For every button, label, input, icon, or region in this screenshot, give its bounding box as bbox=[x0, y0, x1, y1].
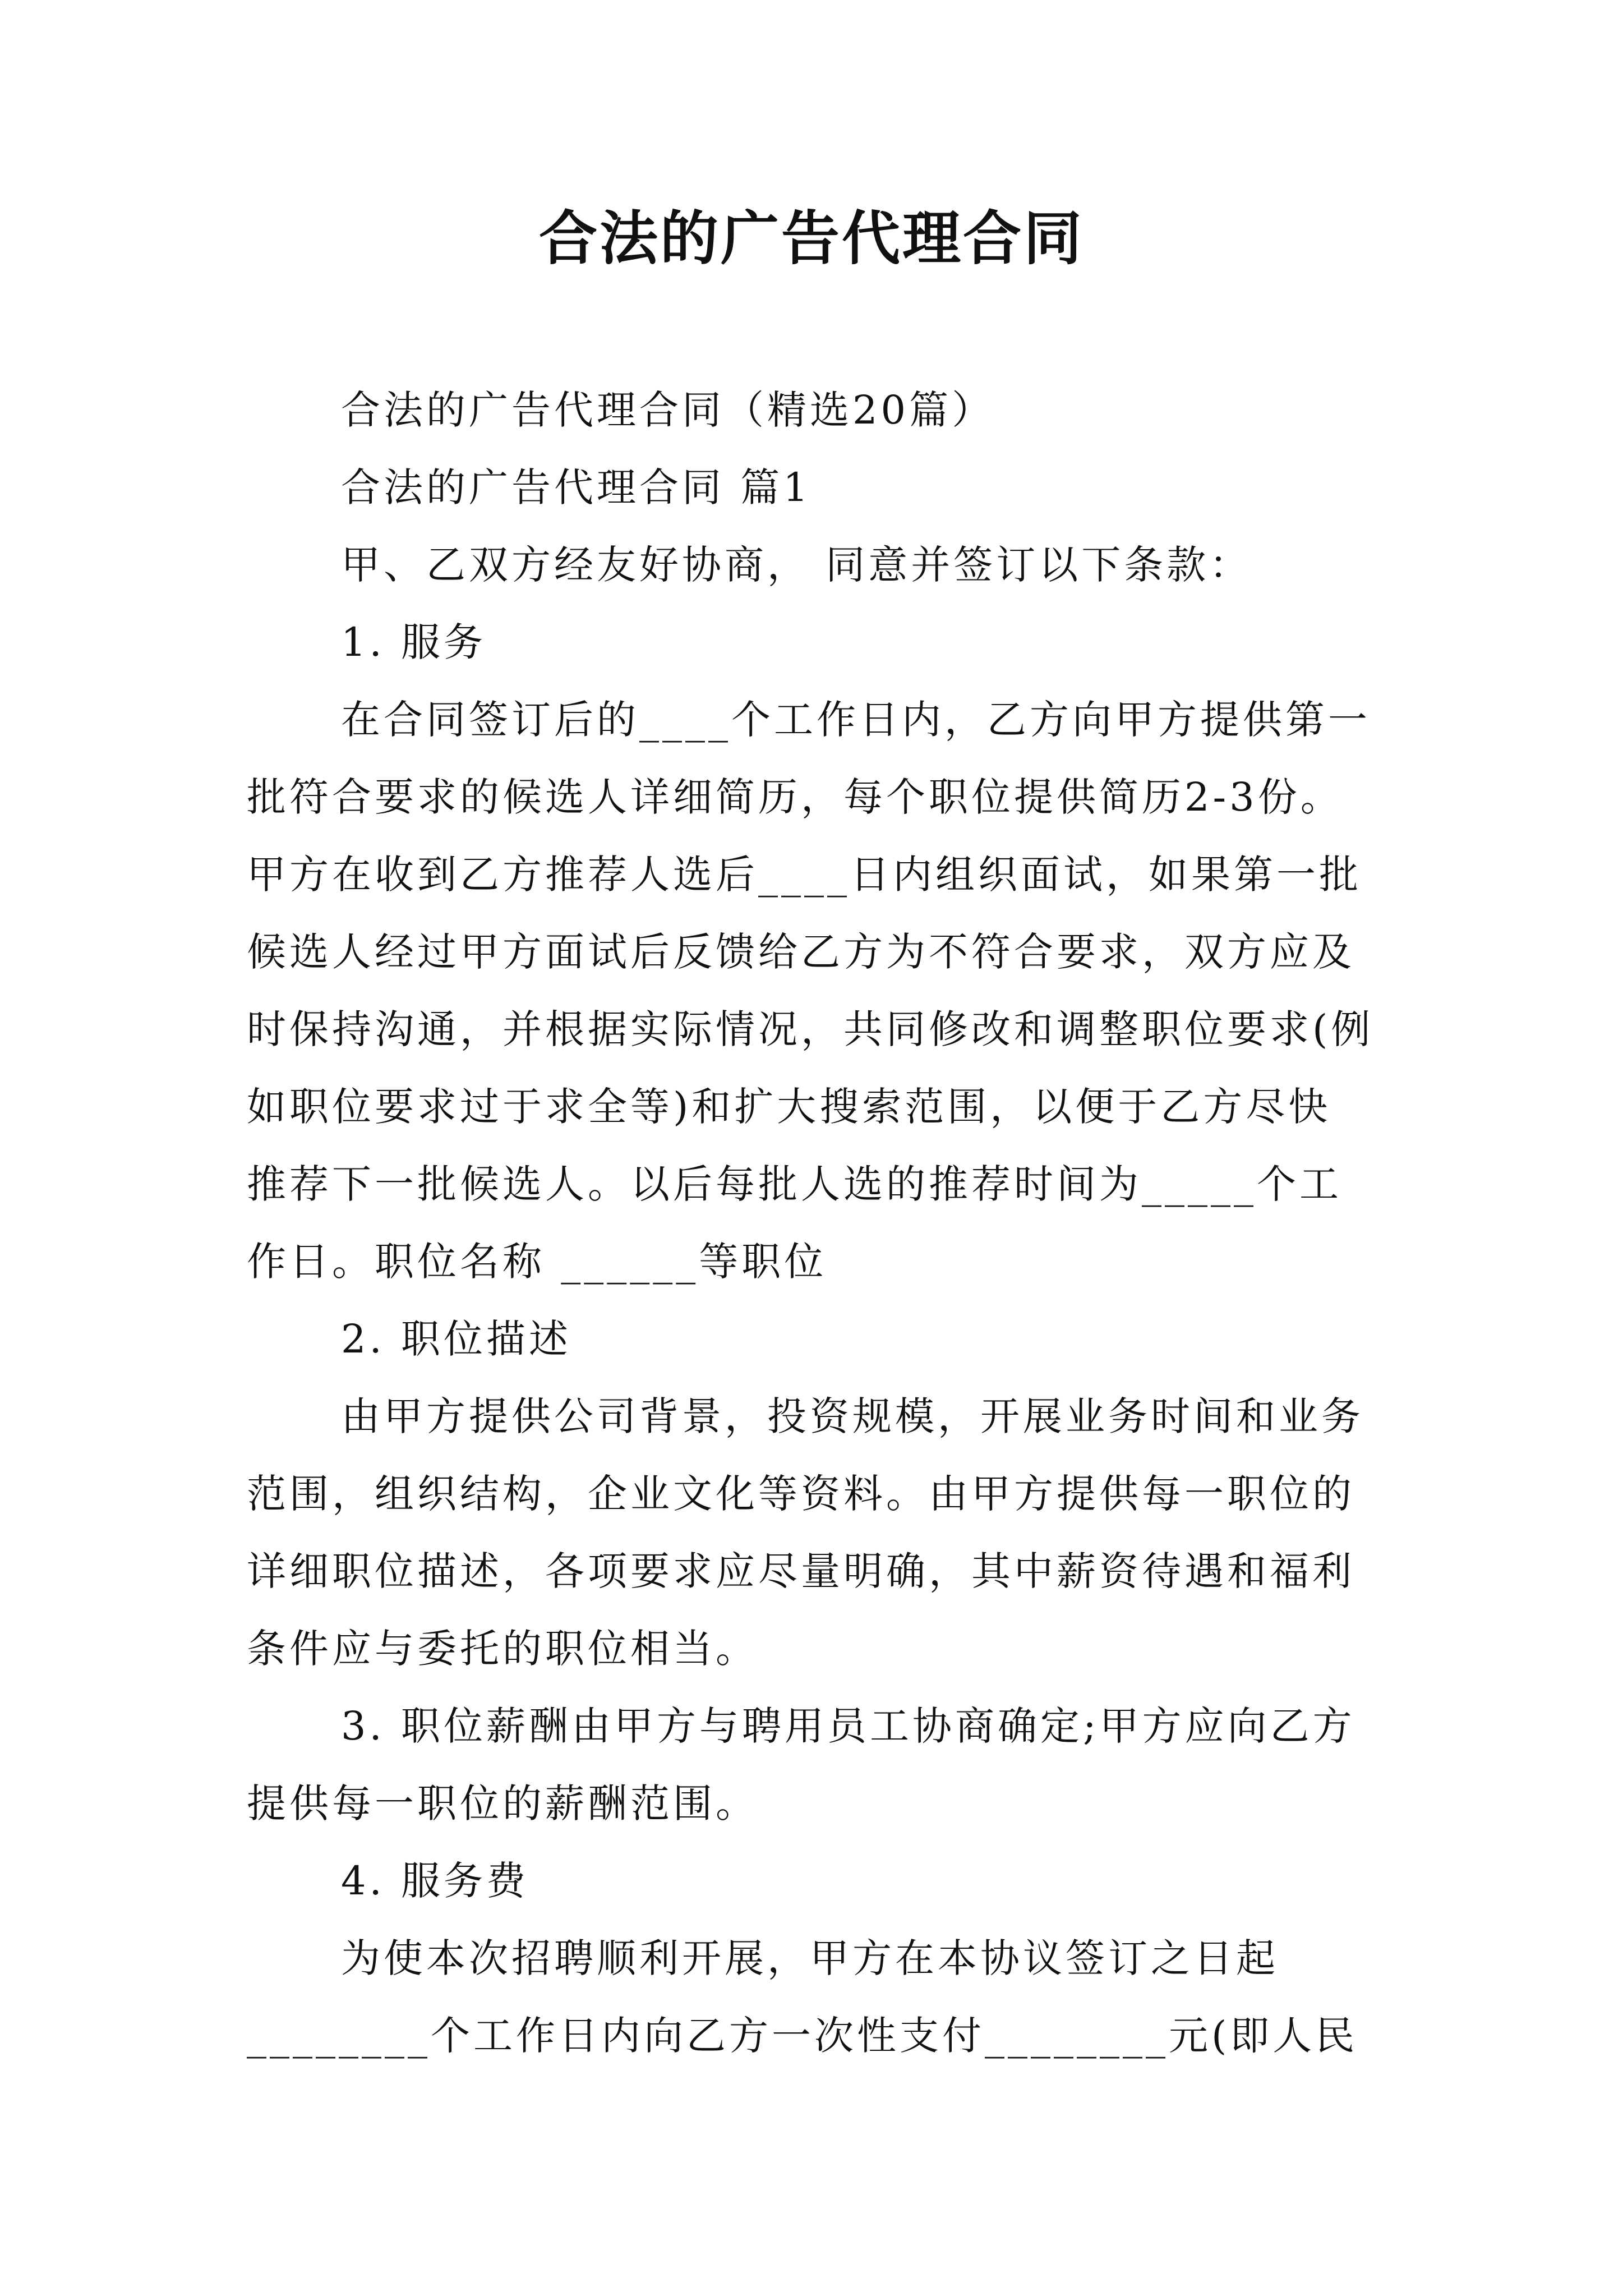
body-line: 范围，组织结构，企业文化等资料。由甲方提供每一职位的 bbox=[247, 1471, 1355, 1517]
section-heading: 4. 服务费 bbox=[341, 1858, 529, 1904]
body-line: 合法的广告代理合同（精选20篇） bbox=[341, 387, 995, 433]
document-body bbox=[247, 371, 1387, 2074]
body-line: 合法的广告代理合同 篇1 bbox=[341, 464, 811, 510]
body-line: 在合同签订后的____个工作日内，乙方向甲方提供第一 bbox=[341, 697, 1371, 743]
body-line: 甲、乙双方经友好协商， 同意并签订以下条款： bbox=[341, 542, 1252, 588]
body-line: 条件应与委托的职位相当。 bbox=[247, 1626, 758, 1672]
document-title: 合法的广告代理合同 bbox=[538, 204, 1084, 273]
body-line: 由甲方提供公司背景，投资规模，开展业务时间和业务 bbox=[341, 1393, 1364, 1439]
section-heading: 2. 职位描述 bbox=[341, 1316, 572, 1362]
body-line: 详细职位描述，各项要求应尽量明确，其中薪资待遇和福利 bbox=[247, 1548, 1355, 1594]
body-line: 作日。职位名称 ______等职位 bbox=[247, 1239, 827, 1285]
body-line: 批符合要求的候选人详细简历，每个职位提供简历2-3份。 bbox=[247, 774, 1343, 820]
section-heading: 1. 服务 bbox=[341, 619, 487, 665]
body-line: 为使本次招聘顺利开展，甲方在本协议签订之日起 bbox=[341, 1935, 1279, 1981]
body-line: 时保持沟通，并根据实际情况，共同修改和调整职位要求(例 bbox=[247, 1006, 1374, 1052]
body-line: ________个工作日内向乙方一次性支付________元(即人民 bbox=[247, 2013, 1358, 2059]
body-line: 甲方在收到乙方推荐人选后____日内组织面试，如果第一批 bbox=[247, 852, 1362, 898]
body-line: 提供每一职位的薪酬范围。 bbox=[247, 1780, 758, 1826]
section-heading: 3. 职位薪酬由甲方与聘用员工协商确定;甲方应向乙方 bbox=[341, 1703, 1355, 1749]
body-line: 如职位要求过于求全等)和扩大搜索范围，以便于乙方尽快 bbox=[247, 1084, 1331, 1130]
body-line: 推荐下一批候选人。以后每批人选的推荐时间为_____个工 bbox=[247, 1161, 1342, 1207]
body-line: 候选人经过甲方面试后反馈给乙方为不符合要求，双方应及 bbox=[247, 929, 1355, 975]
